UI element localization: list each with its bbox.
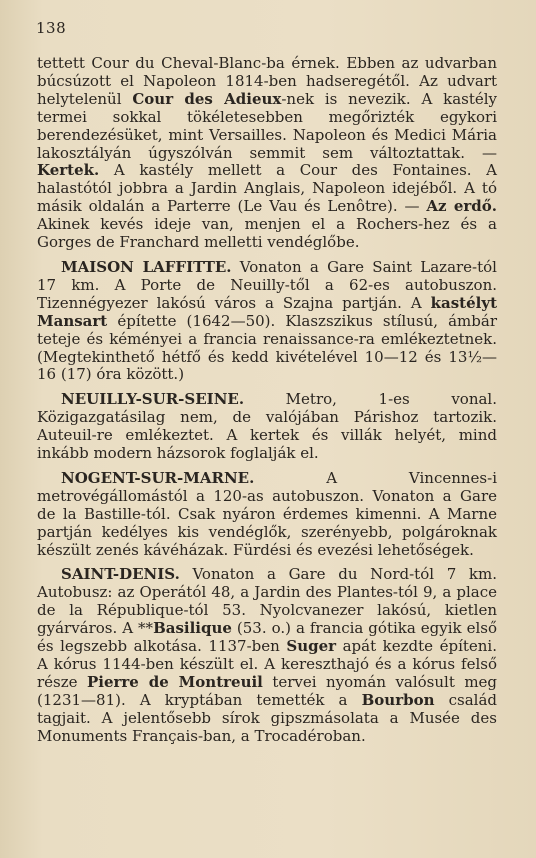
text-run: (53. o.) a francia gótika egyik első és legszebb alkotása. 1137-ben: [37, 619, 497, 656]
text-run: tettett Cour du Cheval-Blanc-ba érnek. Ebben az udvarban búcsúzott el Napoleon 1814-ben hadseregétől. Az udvart helytelenül: [37, 54, 497, 108]
text-run: tervei nyomán valósult meg (1231—81). A kryptában temették a: [37, 672, 498, 709]
text-run: -nek is nevezik. A kastély termei sokkal tökéletesebben megőrizték egykori berendezésüket, mint Versailles. Napoleon és Medici Mária lakosztályán úgyszólván semmit sem változtattak. —: [37, 89, 498, 162]
bold-term: Pierre de Montreuil: [86, 672, 263, 691]
paragraph-p2: [37, 259, 497, 384]
text-run: építette (1642—50). Klaszszikus stílusú, ámbár teteje és kéményei a francia renaissance-ra emlékeztetnek. (Megtekinthető hétfő és kedd kivételével 10—12 és 13½—16 (17) óra között.): [37, 311, 497, 384]
bold-term: kastélyt Mansart: [37, 293, 497, 330]
bold-term: Az erdő.: [426, 197, 497, 216]
paragraph-p4: [37, 470, 497, 560]
text-run: Vonaton a Gare du Nord-tól 7 km. Autobusz: az Operától 48, a Jardin des Plantes-tól 9, a place de la République-tól 53. Nyolcvanezer lakósú, kietlen gyárváros. A **: [37, 565, 497, 638]
paragraph-p5: [37, 566, 497, 745]
text-run: apát kezdte építeni. A kórus 1144-ben készült el. A kereszthajó és a kórus felső része: [37, 637, 497, 691]
text-run: család tagjait. A jelentősebb sírok gipszmásolata a Musée des Monuments Français-ban, a Trocadéroban.: [37, 690, 497, 745]
text-run: A kastély mellett a Cour des Fontaines. A halastótól jobbra a Jardin Anglais, Napoleon idejéből. A tó másik oldalán a Parterre (Le Vau és Lenôtre). —: [37, 161, 497, 216]
page-number: 138: [36, 19, 67, 37]
bold-term: MAISON LAFFITTE.: [61, 257, 232, 276]
bold-term: NEUILLY-SUR-SEINE.: [61, 390, 245, 409]
body-text: [37, 55, 497, 746]
bold-term: Cour des Adieux: [132, 89, 282, 108]
text-run: Vonaton a Gare Saint Lazare-tól 17 km. A Porte de Neuilly-től a 62-es autobuszon. Tizennégyezer lakósú város a Szajna partján. A: [37, 257, 497, 312]
bold-term: SAINT-DENIS.: [61, 565, 180, 584]
bold-term: Bourbon: [361, 690, 435, 709]
text-run: A Vincennes-i metrovégállomástól a 120-as autobuszon. Vonaton a Gare de la Bastille-tól. Csak nyáron érdemes kimenni. A Marne partján kedélyes kis vendéglők, szerényebb, polgároknak készült zenés kávéházak. Fürdési és evezési lehetőségek.: [37, 468, 497, 559]
bold-term: Suger: [286, 637, 337, 656]
paragraph-p3: [37, 391, 497, 463]
paragraph-p1: [37, 55, 497, 252]
text-run: Akinek kevés ideje van, menjen el a Rochers-hez és a Gorges de Franchard melletti vendéglőbe.: [37, 215, 497, 252]
bold-term: Basilique: [153, 619, 232, 638]
bold-term: NOGENT-SUR-MARNE.: [61, 468, 255, 487]
bold-term: Kertek.: [37, 161, 100, 180]
text-run: Metro, 1-es vonal. Közigazgatásilag nem, de valójában Párishoz tartozik. Auteuil-re emlékeztet. A kertek és villák helyét, mind inkább modern házsorok foglalják el.: [37, 390, 497, 463]
